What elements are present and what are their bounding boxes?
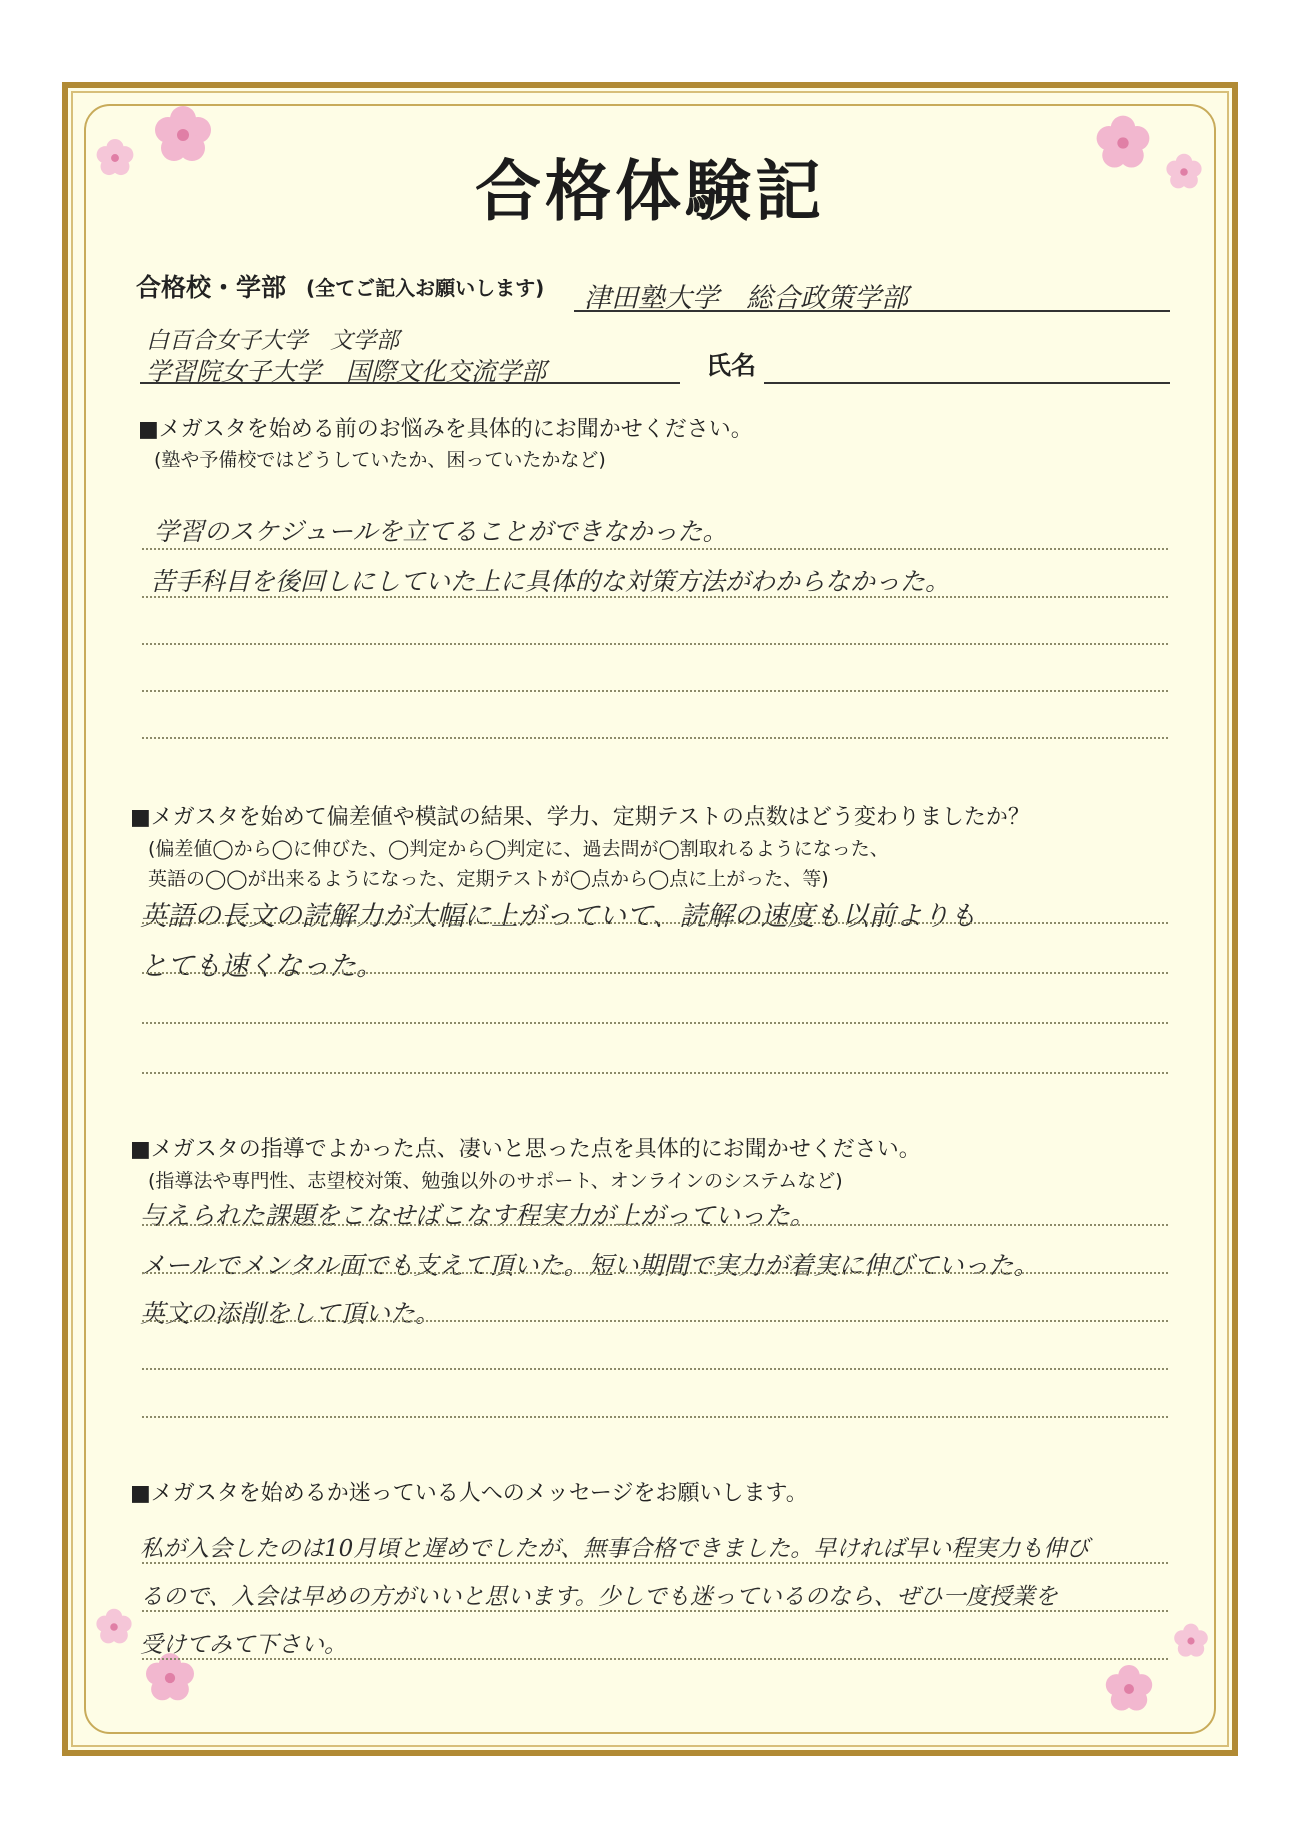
section-1-answer-line: 苦手科目を後回しにしていた上に具体的な対策方法がわからなかった。 xyxy=(150,567,951,596)
section-1-title: ■メガスタを始める前のお悩みを具体的にお聞かせください。 xyxy=(138,417,753,442)
school-note: (全てご記入お願いします) xyxy=(306,276,545,300)
section-4-answer-line: 受けてみて下さい。 xyxy=(140,1632,347,1658)
answer-rule xyxy=(142,1272,1168,1274)
section-2-title: ■メガスタを始めて偏差値や模試の結果、学力、定期テストの点数はどう変わりましたか？ xyxy=(130,805,1030,830)
section-3-title: ■メガスタの指導でよかった点、凄いと思った点を具体的にお聞かせください。 xyxy=(130,1137,921,1162)
school-main-value: 津田塾大学 総合政策学部 xyxy=(584,283,908,314)
answer-rule xyxy=(142,1562,1168,1564)
answer-rule xyxy=(142,1022,1168,1024)
page-title: 合格体験記 xyxy=(475,152,825,230)
section-4-answer-line: 私が入会したのは10月頃と遅めでしたが、無事合格できました。早ければ早い程実力も伸び xyxy=(140,1536,1090,1562)
answer-rule xyxy=(142,596,1168,598)
answer-rule xyxy=(142,972,1168,974)
section-4-title: ■メガスタを始めるか迷っている人へのメッセージをお願いします。 xyxy=(130,1481,808,1506)
section-2-answer-line: とても速くなった。 xyxy=(140,951,383,982)
section-2-answer-line: 英語の長文の読解力が大幅に上がっていて、読解の速度も以前よりも xyxy=(140,901,977,932)
section-3-answer-line: 与えられた課題をこなせばこなす程実力が上がっていった。 xyxy=(140,1201,816,1230)
school-other-underline xyxy=(140,382,680,384)
school-label: 合格校・学部 xyxy=(136,273,287,302)
section-2-subtitle: 英語の◯◯が出来るようになった、定期テストが◯点から◯点に上がった、等) xyxy=(148,868,829,890)
answer-rule xyxy=(142,690,1168,692)
answer-rule xyxy=(142,1368,1168,1370)
cherry-blossom-icon xyxy=(1170,1620,1212,1662)
section-2-subtitle: (偏差値◯から◯に伸びた、◯判定から◯判定に、過去問が◯割取れるようになった、 xyxy=(148,838,889,860)
section-3-subtitle: (指導法や専門性、志望校対策、勉強以外のサポート、オンラインのシステムなど) xyxy=(148,1170,843,1192)
answer-rule xyxy=(142,1658,1168,1660)
cherry-blossom-icon xyxy=(92,1605,136,1649)
answer-rule xyxy=(142,1072,1168,1074)
section-3-answer-line: 英文の添削をして頂いた。 xyxy=(140,1299,441,1328)
answer-rule xyxy=(142,643,1168,645)
answer-rule xyxy=(142,1416,1168,1418)
answer-rule xyxy=(142,1224,1168,1226)
school-other-2: 学習院女子大学 国際文化交流学部 xyxy=(146,357,547,386)
section-3-answer-line: メールでメンタル面でも支えて頂いた。短い期間で実力が着実に伸びていった。 xyxy=(140,1251,1039,1280)
cherry-blossom-icon xyxy=(1100,1660,1158,1718)
name-underline xyxy=(764,382,1170,384)
section-1-answer-line: 学習のスケジュールを立てることができなかった。 xyxy=(154,517,728,546)
name-label: 氏名 xyxy=(706,351,757,380)
section-4-answer-line: るので、入会は早めの方がいいと思います。少しでも迷っているのなら、ぜひ一度授業を xyxy=(140,1584,1058,1610)
school-underline xyxy=(574,310,1170,312)
section-1-subtitle: (塾や予備校ではどうしていたか、困っていたかなど) xyxy=(154,449,606,471)
answer-rule xyxy=(142,548,1168,550)
answer-rule xyxy=(142,1320,1168,1322)
answer-rule xyxy=(142,1610,1168,1612)
answer-rule xyxy=(142,737,1168,739)
answer-rule xyxy=(142,922,1168,924)
school-other-1: 白百合女子大学 文学部 xyxy=(146,328,399,354)
